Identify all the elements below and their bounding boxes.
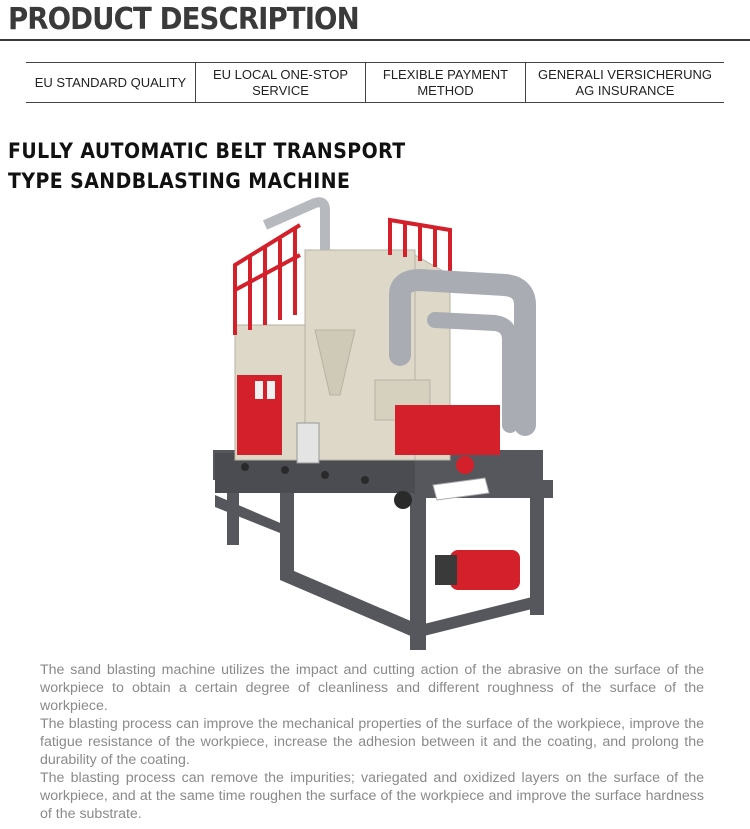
product-title — [8, 136, 406, 196]
feature-strip — [26, 62, 724, 103]
motor — [435, 550, 520, 590]
control-box — [297, 423, 319, 463]
section-title: PRODUCT DESCRIPTION — [8, 2, 359, 37]
description-paragraph: The sand blasting machine utilizes the impact and cutting action of the abrasive on the surface of the workpiece to obtain a certain degree of cleanliness and different roughness of the surface of the workpiece. — [40, 662, 704, 714]
cabinet-doors — [237, 375, 282, 455]
sandblasting-machine-photo — [205, 195, 555, 657]
feature-service: EU LOCAL ONE-STOP SERVICE — [196, 63, 366, 102]
feature-payment: FLEXIBLE PAYMENT METHOD — [366, 63, 526, 102]
title-divider — [0, 39, 750, 41]
product-title-line1: FULLY AUTOMATIC BELT TRANSPORT — [8, 139, 406, 163]
product-title-line2: TYPE SANDBLASTING MACHINE — [8, 169, 351, 193]
feature-insurance: GENERALI VERSICHERUNG AG INSURANCE — [537, 66, 713, 98]
description-paragraph: The blasting process can improve the mechanical properties of the surface of the workpiece, improve the fatigue resistance of the workpiece, increase the adhesion between it and the coating, and prolong the durability of the coating. — [40, 716, 704, 768]
feature-quality: EU STANDARD QUALITY — [26, 63, 196, 102]
description-paragraph: The blasting process can remove the impurities; variegated and oxidized layers on the surface of the workpiece, and at the same time roughen the surface of the workpiece and improve the surface hardness of the substrate. — [40, 770, 704, 822]
product-description — [40, 661, 704, 823]
red-hood — [395, 405, 500, 455]
